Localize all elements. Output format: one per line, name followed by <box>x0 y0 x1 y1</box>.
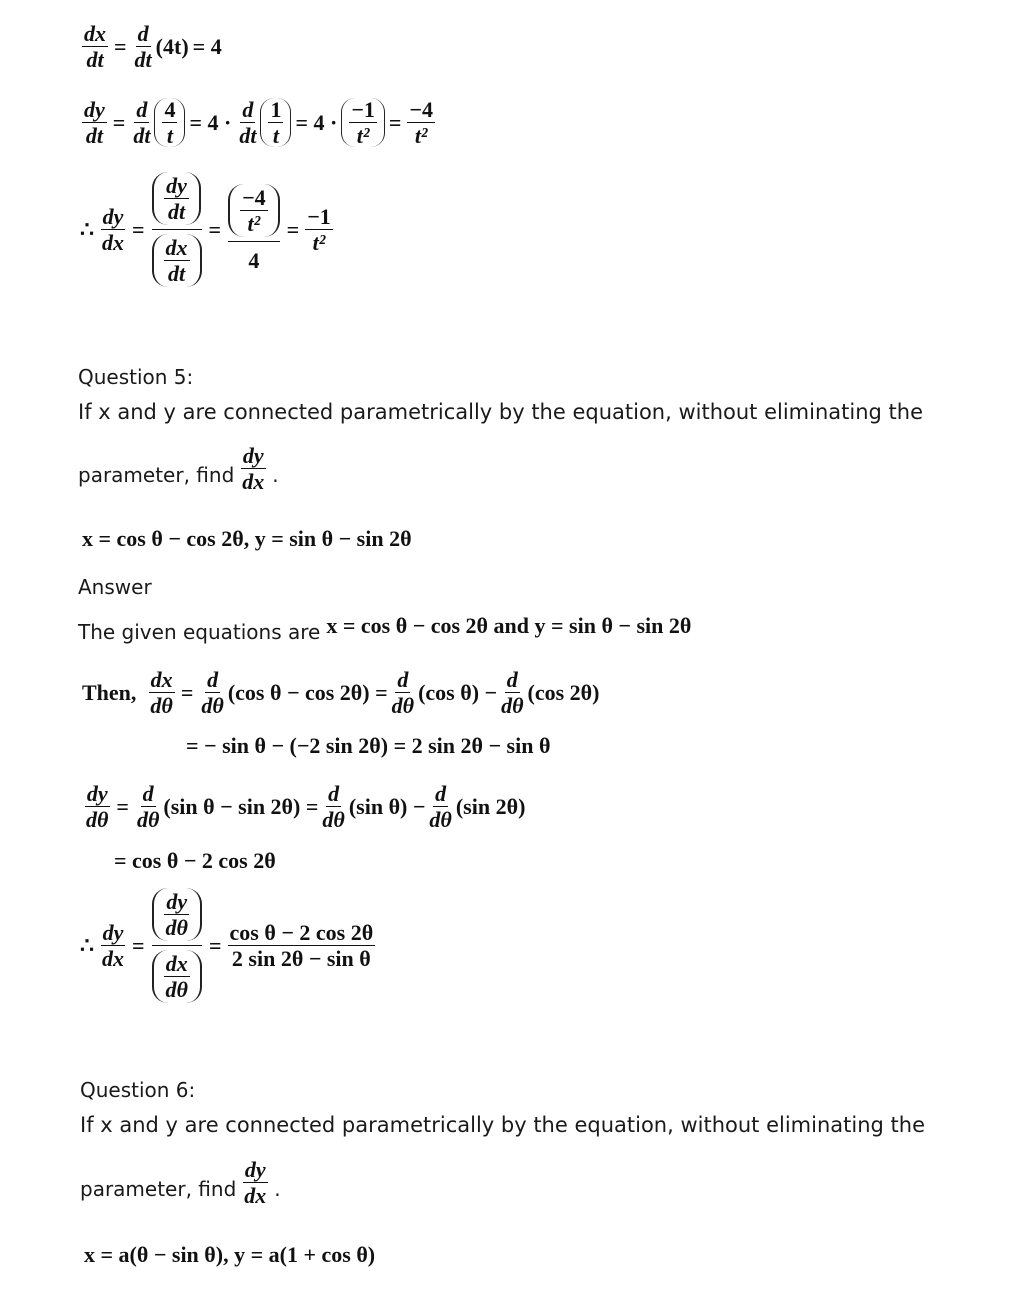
fraction: $\frac{-4}{\text{t²}}$ <box>409 97 433 149</box>
question-5-parameter-line: parameter, find $\frac{dy}{dx}$ . <box>78 443 279 495</box>
fraction: $\frac{4}{t}$ <box>164 97 176 149</box>
fraction: $\frac{dx}{dt}$ <box>84 21 106 73</box>
fraction: $\frac{1}{t}$ <box>270 97 282 149</box>
fraction: $\frac{-1}{\text{t²}}$ <box>307 204 331 256</box>
fraction: $\frac{d}{dt}$ <box>133 97 151 149</box>
answer-label: Answer <box>78 575 152 599</box>
compound-fraction: $\frac{dy}{dt}$ $\frac{dx}{dt}$ <box>152 172 202 287</box>
fraction: $\frac{dy}{dt}$ <box>84 97 105 149</box>
dy-dx-fraction: $\frac{dy}{dx}$ <box>242 443 265 495</box>
q5-final-line: ∴ $\frac{dy}{dx}$ = $\frac{dy}{d\theta}$ $\frac{dx}{d\theta}$ = $\frac{\text{cos θ − 2 cos 2θ}}{\text{2 sin 2θ − sin θ}}$ <box>80 889 374 1003</box>
q5-dx-line: Then, $\frac{dx}{d\theta}$ = $\frac{d}{d\theta}$ (cos θ − cos 2θ) = $\frac{d}{d\theta}$ (cos θ) − $\frac{d}{d\theta}$ (cos 2θ) <box>82 667 600 719</box>
fraction: $\frac{d}{dt}$ <box>134 21 152 73</box>
compound-fraction: $\frac{dy}{d\theta}$ $\frac{dx}{d\theta}$ <box>152 888 202 1003</box>
question-6-equation: x = a(θ − sin θ), y = a(1 + cos θ) <box>84 1242 376 1267</box>
fraction: $\frac{dy}{dx}$ <box>102 204 124 256</box>
compound-fraction: $\frac{-4}{\text{t²}}$ 4 <box>228 184 280 276</box>
q5-dy-line: $\frac{dy}{d\theta}$ = $\frac{d}{d\theta}$ (sin θ − sin 2θ) = $\frac{d}{d\theta}$ (sin θ) − $\frac{d}{d\theta}$ (sin 2θ) <box>86 781 526 833</box>
fraction: $\frac{-1}{\text{t²}}$ <box>351 97 375 149</box>
question-6-text: If x and y are connected parametrically by the equation, without eliminating the <box>80 1113 925 1137</box>
question-6-parameter-line: parameter, find $\frac{dy}{dx}$ . <box>80 1157 281 1209</box>
question-5-heading: Question 5: <box>78 365 194 389</box>
given-equations-line: The given equations are x = cos θ − cos 2θ and y = sin θ − sin 2θ <box>78 613 692 644</box>
q5-dy-result: = cos θ − 2 cos 2θ <box>114 848 276 873</box>
question-5-text: If x and y are connected parametrically by the equation, without eliminating the <box>78 400 923 424</box>
dy-dx-fraction: $\frac{dy}{dx}$ <box>244 1157 267 1209</box>
question-5-equation: x = cos θ − cos 2θ, y = sin θ − sin 2θ <box>82 526 412 551</box>
top-line-2: $\frac{dy}{dt}$ = $\frac{d}{dt}$ $\frac{4}{t}$ = 4 · $\frac{d}{dt}$ $\frac{1}{t}$ = 4 · $\frac{-1}{\text{t²}}$ = $\frac{-4}{\text{t²}}$ <box>84 97 433 149</box>
q5-dx-result: = − sin θ − (−2 sin 2θ) = 2 sin 2θ − sin θ <box>186 733 551 758</box>
question-6-heading: Question 6: <box>80 1078 196 1102</box>
top-line-1: $\frac{dx}{dt}$ = $\frac{d}{dt}$ (4t) = 4 <box>84 21 222 73</box>
top-line-3: ∴ $\frac{dy}{dx}$ = $\frac{dy}{dt}$ $\frac{dx}{dt}$ = $\frac{-4}{\text{t²}}$ 4 = $\frac{-1}{\text{t²}}$ <box>80 173 331 287</box>
fraction: $\frac{d}{dt}$ <box>239 97 257 149</box>
